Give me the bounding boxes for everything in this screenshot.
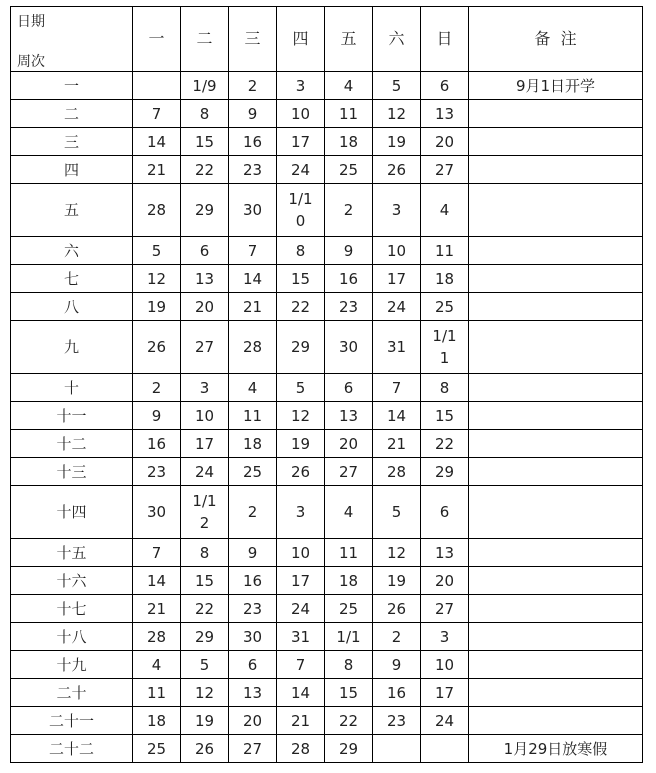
week-number: 九: [11, 321, 133, 374]
date-cell: 3: [277, 486, 325, 539]
corner-cell: [11, 7, 133, 72]
date-cell: 14: [133, 128, 181, 156]
date-cell: 31: [373, 321, 421, 374]
date-cell: 27: [421, 156, 469, 184]
date-cell: 20: [421, 567, 469, 595]
date-cell: 22: [181, 595, 229, 623]
day-header-sat: 六: [373, 7, 421, 72]
date-cell: [373, 735, 421, 763]
date-cell: 14: [229, 265, 277, 293]
date-cell: 3: [277, 72, 325, 100]
date-cell: 17: [421, 679, 469, 707]
date-cell: 8: [421, 374, 469, 402]
date-cell: 25: [133, 735, 181, 763]
date-cell: 4: [325, 486, 373, 539]
date-cell: 21: [133, 595, 181, 623]
date-cell: 18: [325, 567, 373, 595]
date-cell: 6: [421, 486, 469, 539]
date-cell: 22: [325, 707, 373, 735]
date-cell: 9: [133, 402, 181, 430]
week-number: 十八: [11, 623, 133, 651]
date-cell: 20: [421, 128, 469, 156]
date-cell: 12: [133, 265, 181, 293]
date-cell: 28: [133, 623, 181, 651]
date-cell: 30: [229, 184, 277, 237]
date-cell: 29: [181, 184, 229, 237]
date-cell: 20: [181, 293, 229, 321]
date-cell: 5: [277, 374, 325, 402]
week-number: 七: [11, 265, 133, 293]
date-cell: 9: [229, 100, 277, 128]
date-cell: [181, 486, 229, 539]
week-number: 六: [11, 237, 133, 265]
date-cell: 2: [229, 486, 277, 539]
remark-cell: [469, 237, 643, 265]
date-cell: 18: [421, 265, 469, 293]
day-header-thu: 四: [277, 7, 325, 72]
week-row: [11, 679, 643, 707]
week-row: [11, 539, 643, 567]
week-row: [11, 707, 643, 735]
month-start-date: 1/10: [288, 190, 313, 230]
date-label: 日期: [17, 14, 45, 30]
date-cell: 13: [325, 402, 373, 430]
remark-cell: [469, 623, 643, 651]
date-cell: 10: [421, 651, 469, 679]
day-header-sun: 日: [421, 7, 469, 72]
remark-cell: [469, 595, 643, 623]
date-cell: 13: [181, 265, 229, 293]
date-cell: 8: [181, 539, 229, 567]
date-cell: 23: [229, 595, 277, 623]
week-row: [11, 293, 643, 321]
date-cell: 28: [373, 458, 421, 486]
date-cell: 9: [229, 539, 277, 567]
date-cell: 27: [181, 321, 229, 374]
remark-cell: [469, 486, 643, 539]
day-header-mon: 一: [133, 7, 181, 72]
week-number: 二十一: [11, 707, 133, 735]
week-number: 五: [11, 184, 133, 237]
date-cell: 17: [373, 265, 421, 293]
school-calendar-table: [10, 6, 643, 763]
remark-cell: [469, 539, 643, 567]
date-cell: 16: [229, 128, 277, 156]
date-cell: 25: [229, 458, 277, 486]
date-cell: 8: [181, 100, 229, 128]
date-cell: 7: [133, 100, 181, 128]
week-row: [11, 595, 643, 623]
date-cell: 19: [181, 707, 229, 735]
date-cell: 6: [325, 374, 373, 402]
date-cell: 21: [133, 156, 181, 184]
date-cell: 21: [277, 707, 325, 735]
date-cell: 30: [325, 321, 373, 374]
week-row: [11, 374, 643, 402]
date-cell: 11: [229, 402, 277, 430]
date-cell: 6: [421, 72, 469, 100]
week-number: 一: [11, 72, 133, 100]
week-row: [11, 402, 643, 430]
date-cell: 22: [421, 430, 469, 458]
date-cell: 15: [325, 679, 373, 707]
week-row: [11, 72, 643, 100]
week-row: [11, 100, 643, 128]
week-number: 十五: [11, 539, 133, 567]
date-cell: 19: [373, 567, 421, 595]
date-cell: 17: [277, 128, 325, 156]
date-cell: 27: [421, 595, 469, 623]
date-cell: 16: [133, 430, 181, 458]
day-header-tue: 二: [181, 7, 229, 72]
date-cell: 7: [133, 539, 181, 567]
remark-cell: [469, 293, 643, 321]
date-cell: 12: [277, 402, 325, 430]
date-cell: 28: [133, 184, 181, 237]
remark-cell: [469, 128, 643, 156]
day-header-fri: 五: [325, 7, 373, 72]
date-cell: 13: [421, 100, 469, 128]
date-cell: 10: [277, 100, 325, 128]
date-cell: 4: [421, 184, 469, 237]
date-cell: [421, 735, 469, 763]
date-cell: 13: [229, 679, 277, 707]
date-cell: 15: [421, 402, 469, 430]
date-cell: 9: [373, 651, 421, 679]
date-cell: 30: [229, 623, 277, 651]
day-header-wed: 三: [229, 7, 277, 72]
date-cell: 11: [325, 100, 373, 128]
date-cell: 2: [373, 623, 421, 651]
date-cell: 26: [373, 156, 421, 184]
remark-header: 备 注: [469, 7, 643, 72]
date-cell: 20: [229, 707, 277, 735]
date-cell: 4: [325, 72, 373, 100]
date-cell: 12: [181, 679, 229, 707]
week-row: [11, 651, 643, 679]
date-cell: [133, 72, 181, 100]
date-cell: 23: [325, 293, 373, 321]
date-cell: 5: [133, 237, 181, 265]
date-cell: 15: [277, 265, 325, 293]
date-cell: 7: [373, 374, 421, 402]
date-cell: 16: [325, 265, 373, 293]
date-cell: 30: [133, 486, 181, 539]
week-number: 十一: [11, 402, 133, 430]
date-cell: 27: [325, 458, 373, 486]
date-cell: 26: [181, 735, 229, 763]
month-start-date: 1/12: [192, 492, 217, 532]
date-cell: 10: [277, 539, 325, 567]
week-row: [11, 321, 643, 374]
date-cell: 16: [373, 679, 421, 707]
date-cell: 4: [229, 374, 277, 402]
date-cell: 13: [421, 539, 469, 567]
date-cell: 14: [277, 679, 325, 707]
date-cell: 24: [373, 293, 421, 321]
date-cell: 7: [229, 237, 277, 265]
week-number: 十九: [11, 651, 133, 679]
date-cell: 27: [229, 735, 277, 763]
date-cell: 29: [325, 735, 373, 763]
date-cell: 15: [181, 567, 229, 595]
week-row: [11, 184, 643, 237]
week-number: 四: [11, 156, 133, 184]
remark-cell: [469, 100, 643, 128]
date-cell: 31: [277, 623, 325, 651]
date-cell: 18: [229, 430, 277, 458]
remark-cell: [469, 651, 643, 679]
date-cell: 1/9: [181, 72, 229, 100]
date-cell: 10: [373, 237, 421, 265]
date-cell: 26: [373, 595, 421, 623]
date-cell: 2: [229, 72, 277, 100]
remark-cell: [469, 458, 643, 486]
date-cell: 25: [325, 156, 373, 184]
week-row: [11, 430, 643, 458]
week-row: [11, 486, 643, 539]
date-cell: 17: [181, 430, 229, 458]
date-cell: 12: [373, 539, 421, 567]
date-cell: 9: [325, 237, 373, 265]
week-number: 三: [11, 128, 133, 156]
date-cell: 7: [277, 651, 325, 679]
week-number: 二: [11, 100, 133, 128]
date-cell: 26: [277, 458, 325, 486]
date-cell: 5: [373, 72, 421, 100]
remark-cell: [469, 430, 643, 458]
date-cell: 25: [421, 293, 469, 321]
week-row: [11, 237, 643, 265]
date-cell: 23: [133, 458, 181, 486]
date-cell: 29: [181, 623, 229, 651]
date-cell: 1/1: [325, 623, 373, 651]
month-start-date: 1/11: [432, 327, 457, 367]
week-label: 周次: [17, 54, 45, 70]
date-cell: 4: [133, 651, 181, 679]
week-number: 十七: [11, 595, 133, 623]
remark-cell: [469, 707, 643, 735]
date-cell: 18: [133, 707, 181, 735]
date-cell: 18: [325, 128, 373, 156]
date-cell: 8: [277, 237, 325, 265]
date-cell: 3: [373, 184, 421, 237]
remark-cell: 1月29日放寒假: [469, 735, 643, 763]
date-cell: 17: [277, 567, 325, 595]
date-cell: 24: [181, 458, 229, 486]
remark-cell: [469, 156, 643, 184]
week-number: 二十: [11, 679, 133, 707]
remark-cell: [469, 567, 643, 595]
date-cell: 28: [229, 321, 277, 374]
date-cell: 23: [373, 707, 421, 735]
week-number: 十三: [11, 458, 133, 486]
date-cell: 10: [181, 402, 229, 430]
date-cell: 29: [277, 321, 325, 374]
remark-cell: [469, 402, 643, 430]
week-number: 十六: [11, 567, 133, 595]
date-cell: 8: [325, 651, 373, 679]
week-row: [11, 458, 643, 486]
date-cell: 2: [325, 184, 373, 237]
remark-cell: 9月1日开学: [469, 72, 643, 100]
date-cell: 11: [133, 679, 181, 707]
date-cell: 19: [277, 430, 325, 458]
date-cell: 3: [421, 623, 469, 651]
date-cell: 23: [229, 156, 277, 184]
date-cell: 20: [325, 430, 373, 458]
date-cell: 3: [181, 374, 229, 402]
week-row: [11, 156, 643, 184]
date-cell: 2: [133, 374, 181, 402]
remark-cell: [469, 679, 643, 707]
week-number: 十: [11, 374, 133, 402]
date-cell: 16: [229, 567, 277, 595]
remark-cell: [469, 374, 643, 402]
date-cell: 22: [277, 293, 325, 321]
date-cell: 5: [181, 651, 229, 679]
date-cell: 19: [133, 293, 181, 321]
week-row: [11, 128, 643, 156]
date-cell: 25: [325, 595, 373, 623]
date-cell: 24: [421, 707, 469, 735]
date-cell: 6: [181, 237, 229, 265]
week-number: 十二: [11, 430, 133, 458]
week-row: [11, 265, 643, 293]
date-cell: 21: [229, 293, 277, 321]
date-cell: [421, 321, 469, 374]
date-cell: 11: [325, 539, 373, 567]
date-cell: 6: [229, 651, 277, 679]
date-cell: 12: [373, 100, 421, 128]
date-cell: 11: [421, 237, 469, 265]
week-number: 八: [11, 293, 133, 321]
week-number: 二十二: [11, 735, 133, 763]
remark-cell: [469, 265, 643, 293]
date-cell: [277, 184, 325, 237]
date-cell: 5: [373, 486, 421, 539]
date-cell: 14: [133, 567, 181, 595]
date-cell: 15: [181, 128, 229, 156]
date-cell: 21: [373, 430, 421, 458]
date-cell: 22: [181, 156, 229, 184]
remark-cell: [469, 184, 643, 237]
date-cell: 19: [373, 128, 421, 156]
date-cell: 28: [277, 735, 325, 763]
date-cell: 14: [373, 402, 421, 430]
remark-cell: [469, 321, 643, 374]
date-cell: 24: [277, 595, 325, 623]
date-cell: 29: [421, 458, 469, 486]
date-cell: 24: [277, 156, 325, 184]
week-row: [11, 623, 643, 651]
week-row: [11, 735, 643, 763]
week-number: 十四: [11, 486, 133, 539]
header-row: [11, 7, 643, 72]
date-cell: 26: [133, 321, 181, 374]
week-row: [11, 567, 643, 595]
